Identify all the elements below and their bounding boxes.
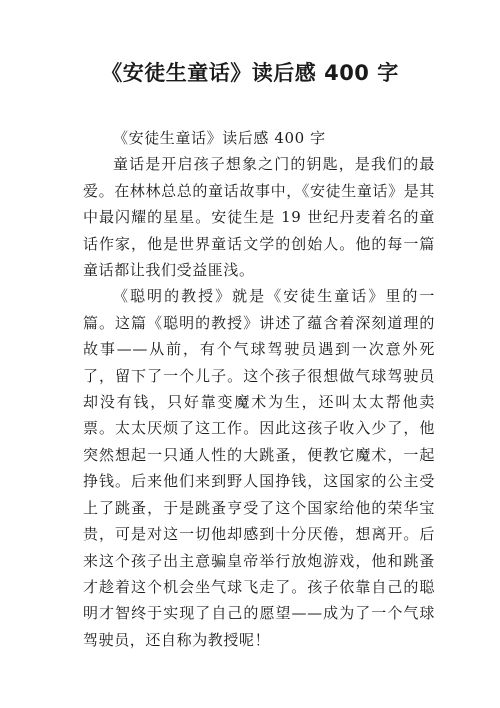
paragraph-2: 《聪明的教授》就是《安徒生童话》里的一篇。这篇《聪明的教授》讲述了蕴含着深刻道理的故事——从前，有个气球驾驶员遇到一次意外死了，留下了一个儿子。这个孩子很想做气球驾驶员却没有钱，只好靠变魔术为生，还叫太太帮他卖票。太太厌烦了这工作。因此这孩子收入少了，他突然想起一只通人性的大跳蚤，便教它魔术，一起挣钱。后来他们来到野人国挣钱，这国家的公主受上了跳蚤，于是跳蚤亨受了这个国家给他的荣华宝贵，可是对这一切他却感到十分厌倦，想离开。后来这个孩子出主意骗皇帝举行放炮游戏，他和跳蚤才趁着这个机会坐气球飞走了。孩子依靠自己的聪明才智终于实现了自己的愿望——成为了一个气球驾驶员，还自称为教授呢！ <box>83 287 435 649</box>
document-title: 《安徒生童话》读后感 400 字 <box>101 61 399 85</box>
document-subtitle: 《安徒生童话》读后感 400 字 <box>113 129 326 147</box>
document-body <box>83 125 435 653</box>
paragraph-1: 童话是开启孩子想象之门的钥匙，是我们的最爱。在林林总总的童话故事中，《安徒生童话》是其中最闪耀的星星。安徒生是 19 世纪丹麦着名的童话作家，他是世界童话文学的创始人。他的每一篇童话都让我们受益匪浅。 <box>83 155 435 280</box>
